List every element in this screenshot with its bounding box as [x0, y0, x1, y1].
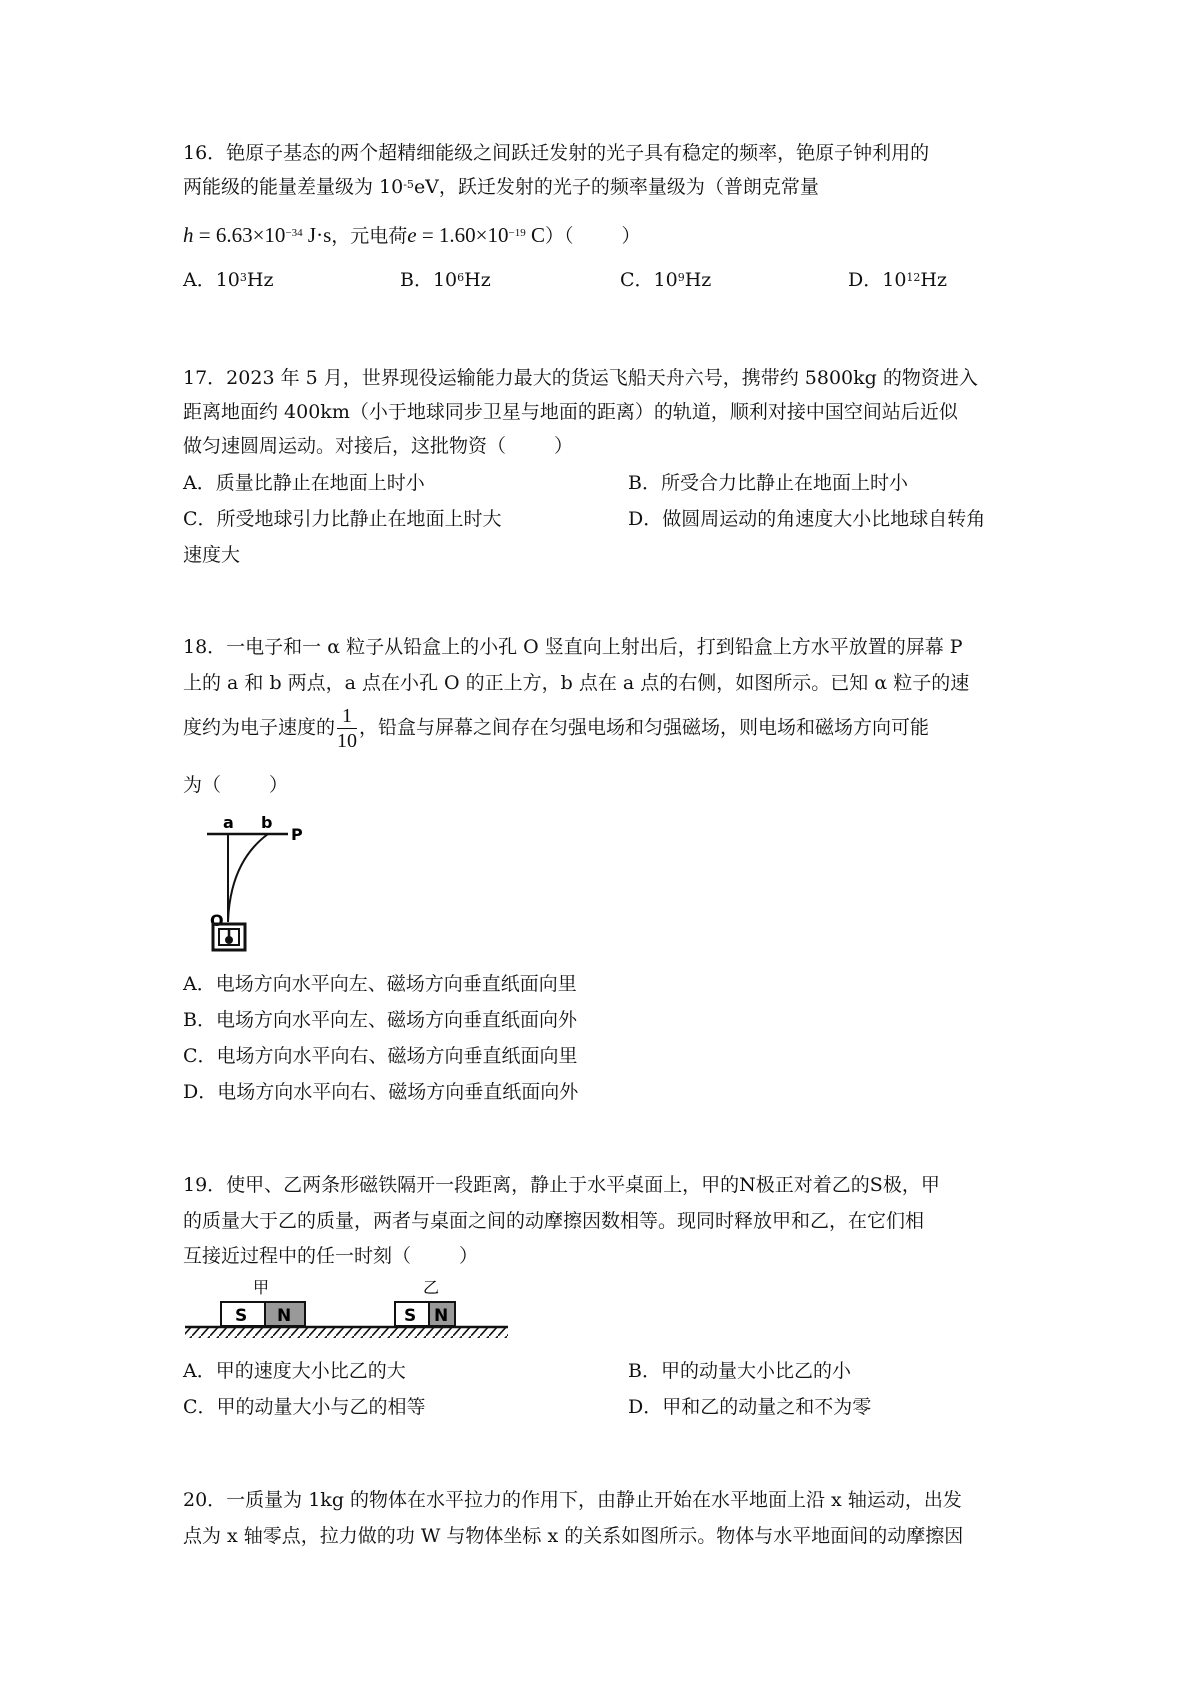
q18-option-b: B．电场方向水平向左、磁场方向垂直纸面向外: [183, 1009, 577, 1031]
label-jia: 甲: [253, 1278, 270, 1297]
q19-line1: 19．使甲、乙两条形磁铁隔开一段距离，静止于水平桌面上，甲的N极正对着乙的S极，甲: [183, 1174, 940, 1196]
magnet-yi-n: N: [434, 1306, 449, 1326]
q19-line3: 互接近过程中的任一时刻（ ）: [183, 1245, 479, 1267]
q16-text: ，元电荷: [331, 225, 408, 247]
q18-option-d: D．电场方向水平向右、磁场方向垂直纸面向外: [183, 1081, 579, 1103]
q19-option-b: B．甲的动量大小比乙的小: [628, 1360, 851, 1382]
q20-line1: 20．一质量为 1kg 的物体在水平拉力的作用下，由静止开始在水平地面上沿 x 轴运动，出发: [183, 1489, 962, 1511]
magnet-yi-s: S: [404, 1306, 417, 1326]
q18-line4: 为（ ）: [183, 774, 289, 796]
q16-option-a: A．$10^3Hz$: [183, 269, 274, 291]
q16-option-b: B．$10^6Hz$: [400, 269, 491, 291]
fraction-one-tenth: $\frac{1}{10}$: [337, 705, 358, 752]
q16-option-c: C．$10^9Hz$: [620, 269, 712, 291]
q18-line3: 度约为电子速度的 $\frac{1}{10}$ ，铅盒与屏幕之间存在匀强电场和匀强磁场，则电场和磁场方向可能: [183, 705, 930, 752]
q17-option-b: B．所受合力比静止在地面上时小: [628, 472, 908, 494]
q16-exponent: -5: [403, 178, 414, 191]
q16-option-d: D．$10^{12}Hz$: [848, 269, 948, 291]
q19-option-c: C．甲的动量大小与乙的相等: [183, 1396, 426, 1418]
q18-line2: 上的 a 和 b 两点，a 点在小孔 O 的正上方，b 点在 a 点的右侧，如图所示。已知 α 粒子的速: [183, 672, 970, 694]
q17-option-c: C．所受地球引力比静止在地面上时大: [183, 508, 502, 530]
q18-option-c: C．电场方向水平向右、磁场方向垂直纸面向里: [183, 1045, 578, 1067]
label-b: b: [261, 813, 273, 832]
elementary-charge-formula: $e = 1.60\times 10^{-19}$ C: [407, 223, 546, 247]
magnet-jia-n: N: [277, 1306, 292, 1326]
label-o: O: [210, 911, 224, 930]
q17-option-d-continued: 速度大: [183, 544, 241, 566]
q16-text: eV，跃迁发射的光子的频率量级为（普朗克常量: [413, 176, 819, 198]
q17-line2: 距离地面约 400km（小于地球同步卫星与地面的距离）的轨道，顺利对接中国空间站后近似: [183, 401, 958, 423]
q19-line2: 的质量大于乙的质量，两者与桌面之间的动摩擦因数相等。现同时释放甲和乙，在它们相: [183, 1210, 925, 1232]
q19-option-d: D．甲和乙的动量之和不为零: [628, 1396, 872, 1418]
q17-line3: 做匀速圆周运动。对接后，这批物资（ ）: [183, 435, 574, 457]
magnets-figure: [183, 1276, 513, 1340]
answer-paren-open: ）（: [545, 225, 574, 247]
q19-option-a: A．甲的速度大小比乙的大: [183, 1360, 406, 1382]
q18-option-a: A．电场方向水平向左、磁场方向垂直纸面向里: [183, 973, 577, 995]
label-p: P: [291, 825, 303, 844]
label-a: a: [223, 813, 234, 832]
q16-line2: [183, 172, 819, 202]
q17-option-a: A．质量比静止在地面上时小: [183, 472, 425, 494]
q20-line2: 点为 x 轴零点，拉力做的功 W 与物体坐标 x 的关系如图所示。物体与水平地面间的动摩擦因: [183, 1525, 964, 1547]
label-yi: 乙: [423, 1278, 440, 1297]
q17-line1: 17．2023 年 5 月，世界现役运输能力最大的货运飞船天舟六号，携带约 5800kg 的物资进入: [183, 367, 978, 389]
magnet-jia-s: S: [235, 1306, 248, 1326]
lead-box-screen-figure: [205, 812, 315, 952]
q17-option-d: D．做圆周运动的角速度大小比地球自转角: [628, 508, 986, 530]
q16-line3: [183, 220, 641, 251]
q16-line1: 16．铯原子基态的两个超精细能级之间跃迁发射的光子具有稳定的频率，铯原子钟利用的: [183, 142, 930, 164]
q18-line1: 18．一电子和一 α 粒子从铅盒上的小孔 O 竖直向上射出后，打到铅盒上方水平放置的屏幕 P: [183, 636, 963, 658]
planck-constant-formula: $h = 6.63\times 10^{-34}$ J·s: [183, 223, 332, 247]
answer-paren-close: ）: [621, 225, 641, 247]
q16-text: 两能级的能量差量级为 10: [183, 176, 404, 198]
